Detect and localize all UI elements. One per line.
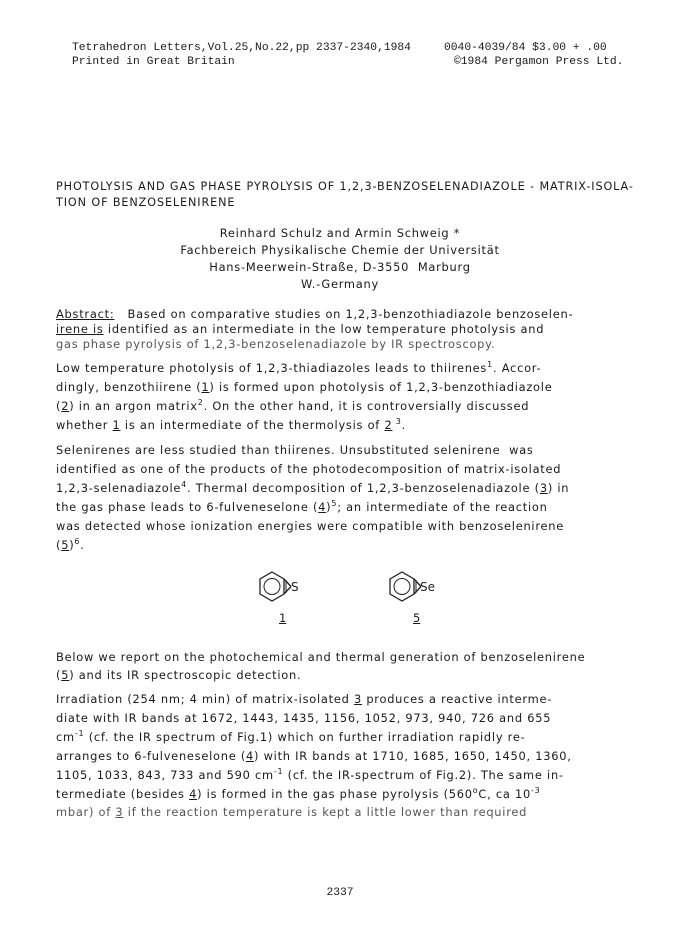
abstract-line2: irene is identified as an intermediate in the low temperature photolysis and <box>56 322 545 336</box>
para1-line4: whether 1 is an intermediate of the thermolysis of 2 $^3$. <box>56 417 406 432</box>
address-street: Hans-Meerwein-Straße, D-3550 Marburg <box>209 260 471 274</box>
para4-line5: 1105, 1033, 843, 733 and 590 $cm^{-1}$ (cf. the IR-spectrum of Fig.2). The same in- <box>56 767 564 782</box>
paper-title-line1: PHOTOLYSIS AND GAS PHASE PYROLYSIS OF 1,2,3-BENZOSELENADIAZOLE - MATRIX-ISOLA- <box>56 180 634 193</box>
para4-line3: $cm^{-1}$ (cf. the IR spectrum of Fig.1) which on further irradiation rapidly re- <box>56 729 526 744</box>
price-code: 0040-4039/84 $3.00 + .00 <box>444 42 607 54</box>
para4-line7: mbar) of 3 if the reaction temperature is kept a little lower than required <box>56 805 528 819</box>
author-names: Reinhard Schulz and Armin Schweig * <box>219 226 461 240</box>
para4-line6: termediate (besides 4) is formed in the gas phase pyrolysis (560$^o$C, ca $10^{-3}$ <box>56 786 541 801</box>
selenium-atom-label: Se <box>420 580 435 594</box>
para4-line1: Irradiation (254 nm; 4 min) of matrix-isolated 3 produces a reactive interme- <box>56 692 553 706</box>
compound-number-5: 5 <box>413 611 421 625</box>
compound-number-1: 1 <box>279 611 287 625</box>
para4-line2: diate with IR bands at 1672, 1443, 1435, 1156, 1052, 973, 940, 726 and 655 <box>56 711 552 725</box>
para2-line3: 1,2,3-selenadiazole$^4$. Thermal decomposition of 1,2,3-benzoselenadiazole (3) in <box>56 480 570 495</box>
affiliation: Fachbereich Physikalische Chemie der Universität <box>180 243 500 257</box>
para3-line1: Below we report on the photochemical and thermal generation of benzoselenirene <box>56 650 586 664</box>
abstract-line3: gas phase pyrolysis of 1,2,3-benzoselenadiazole by IR spectroscopy. <box>56 337 496 351</box>
para2-line6: $(5)^6$. <box>56 537 85 552</box>
para1-line1: Low temperature photolysis of 1,2,3-thiadiazoles leads to thiirenes$^1$. Accor- <box>56 360 542 375</box>
copyright: ©1984 Pergamon Press Ltd. <box>454 56 624 68</box>
page-number: 2337 <box>326 887 354 899</box>
address-country: W.-Germany <box>301 277 379 291</box>
para3-line2: (5) and its IR spectroscopic detection. <box>56 668 302 682</box>
abstract-line1: Abstract: Based on comparative studies on 1,2,3-benzothiadiazole benzoselen- <box>56 307 574 321</box>
sulfur-atom-label: S <box>291 580 299 594</box>
benzoselenirene-structure <box>384 568 454 614</box>
para2-line5: was detected whose ionization energies were compatible with benzoselenirene <box>56 519 564 533</box>
journal-citation: Tetrahedron Letters,Vol.25,No.22,pp 2337-2340,1984 <box>72 42 411 54</box>
para1-line3: (2) in an argon matrix$^2$. On the other hand, it is controversially discussed <box>56 398 530 413</box>
paper-title-line2: TION OF BENZOSELENIRENE <box>56 196 236 209</box>
para2-line2: identified as one of the products of the photodecomposition of matrix-isolated <box>56 462 562 476</box>
printed-in: Printed in Great Britain <box>72 56 235 68</box>
para2-line4: the gas phase leads to 6-fulveneselone $(4)^5$; an intermediate of the reaction <box>56 499 548 514</box>
para4-line4: arranges to 6-fulveneselone (4) with IR bands at 1710, 1685, 1650, 1450, 1360, <box>56 749 572 763</box>
para1-line2: dingly, benzothiirene (1) is formed upon photolysis of 1,2,3-benzothiadiazole <box>56 380 553 394</box>
para2-line1: Selenirenes are less studied than thiirenes. Unsubstituted selenirene was <box>56 443 534 457</box>
abstract-label: Abstract: <box>56 307 115 321</box>
benzothiirene-structure <box>250 568 310 614</box>
